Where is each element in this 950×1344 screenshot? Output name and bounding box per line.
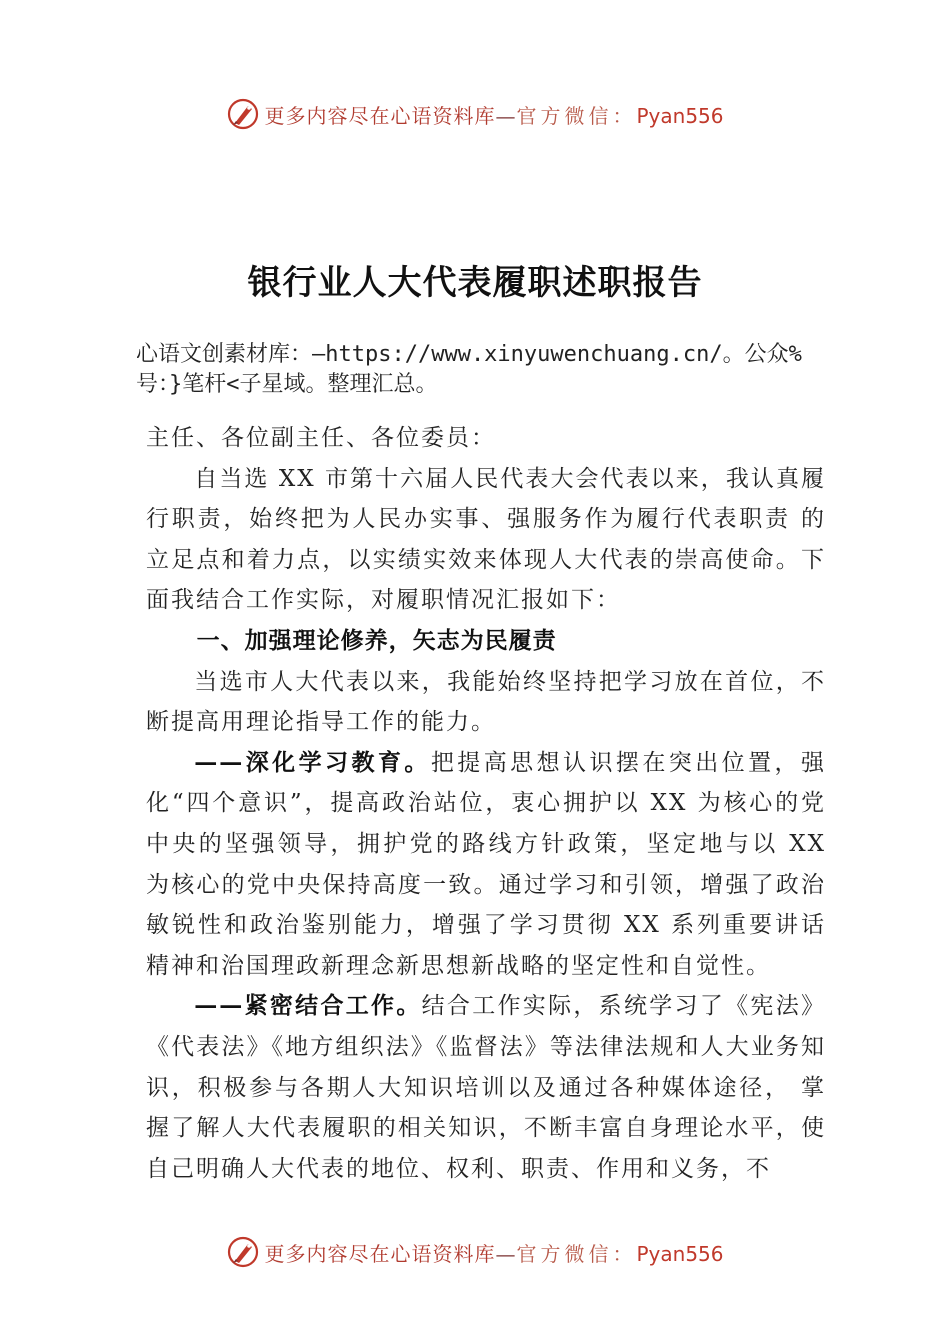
salutation: 主任、各位副主任、各位委员： [146,425,496,451]
banner-wechat-label: 官方微信： [516,1241,637,1266]
item-text-work: 结合工作实际，系统学习了《宪法》《代表法》《地方组织法》《监督法》等法律法规和人大业务知识，积极参与各期人大知识培训以及通过各种媒体途径， 掌握了解人大代表履职的相关知识，不断丰富自身理论水平，使自己明确人大代表的地位、权利、职责、作用和义务，不 [146,993,827,1182]
banner-text [264,1238,723,1267]
banner-dash: — [495,1241,517,1266]
pen-nib-logo-icon [226,1235,260,1269]
footer-banner [0,1232,950,1272]
banner-brand: 更多内容尽在心语资料库 [264,103,496,128]
document-body [146,418,826,1189]
source-note: 心语文创素材库：—https://www.xinyuwenchuang.cn/。公众%号：}笔杆<子星域。整理汇总。 [136,342,802,397]
item-lead-study: ——深化学习教育。 [194,748,431,776]
banner-wechat-id: Pyan556 [636,1241,724,1266]
intro-paragraph: 自当选 XX 市第十六届人民代表大会代表以来，我认真履行职责，始终把为人民办实事、强服务作为履行代表职责 的立足点和着力点，以实绩实效来体现人大代表的崇高使命。下面我结合工作实际，对履职情况汇报如下： [146,465,826,614]
banner-dash: — [495,103,517,128]
pen-nib-logo-icon [226,97,260,131]
banner-wechat-label: 官方微信： [516,103,637,128]
banner-wechat-id: Pyan556 [636,103,724,128]
item-lead-work: ——紧密结合工作。 [194,992,422,1020]
header-banner [0,94,950,134]
banner-text [264,100,723,129]
item-paragraph-work [146,986,826,1189]
item-text-study: 把提高思想认识摆在突出位置，强化“四个意识”，提高政治站位，衷心拥护以 XX 为核心的党中央的坚强领导，拥护党的路线方针政策，坚定地与以 XX 为核心的党中央保持高度一致。通过学习和引领，增强了政治敏锐性和政治鉴别能力，增强了学习贯彻 XX 系列重要讲话精神和治国理政新理念新思想新战略的坚定性和自觉性。 [146,749,827,979]
item-paragraph-study [146,743,826,987]
section-heading: 一、加强理论修养，矢志为民履责 [196,627,557,654]
section-paragraph: 当选市人大代表以来，我能始终坚持把学习放在首位，不断提高用理论指导工作的能力。 [146,668,826,736]
banner-brand: 更多内容尽在心语资料库 [264,1241,496,1266]
document-title: 银行业人大代表履职述职报告 [247,263,703,303]
